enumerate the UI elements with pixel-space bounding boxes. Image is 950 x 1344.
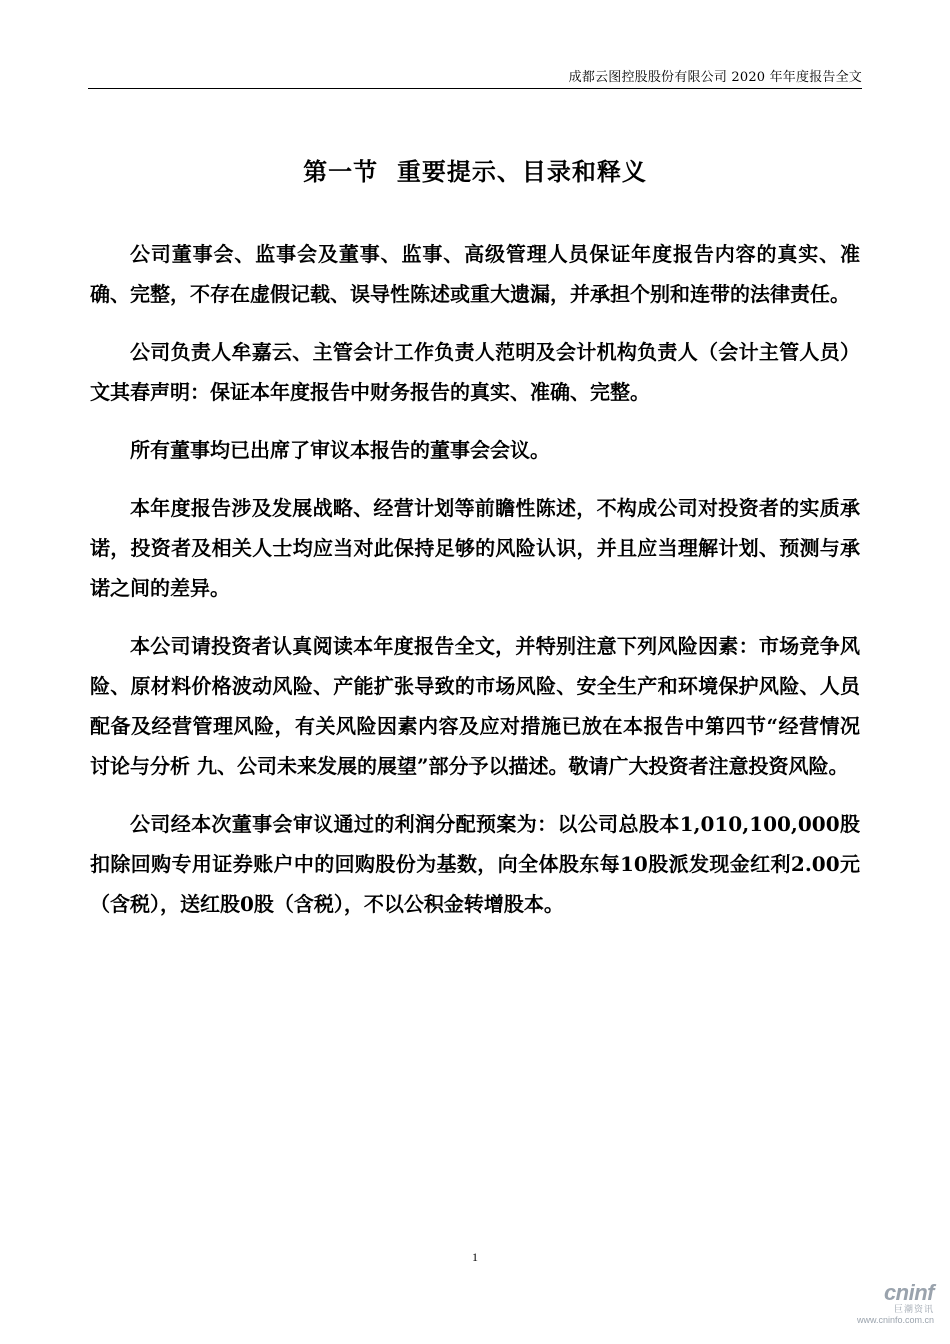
paragraph-profit-distribution: 公司经本次董事会审议通过的利润分配预案为：以公司总股本1,010,100,000股扣除回购专用证券账户中的回购股份为基数，向全体股东每10股派发现金红利2.00元（含税），送红股0股（含税），不以公积金转增股本。 xyxy=(90,812,860,916)
paragraph-responsible-persons: 公司负责人牟嘉云、主管会计工作负责人范明及会计机构负责人（会计主管人员）文其春声明：保证本年度报告中财务报告的真实、准确、完整。 xyxy=(90,340,860,404)
watermark-logo-text: cninf xyxy=(883,1280,934,1305)
paragraph-forward-looking: 本年度报告涉及发展战略、经营计划等前瞻性陈述，不构成公司对投资者的实质承诺，投资者及相关人士均应当对此保持足够的风险认识，并且应当理解计划、预测与承诺之间的差异。 xyxy=(90,496,860,600)
page-number: 1 xyxy=(472,1250,478,1264)
paragraph-risk-factors: 本公司请投资者认真阅读本年度报告全文，并特别注意下列风险因素：市场竞争风险、原材料价格波动风险、产能扩张导致的市场风险、安全生产和环境保护风险、人员配备及经营管理风险，有关风险因素内容及应对措施已放在本报告中第四节“经营情况讨论与分析 九、公司未来发展的展望”部分予以描述。敬请广大投资者注意投资风险。 xyxy=(90,634,860,778)
cninfo-watermark-logo xyxy=(834,1282,934,1332)
paragraph-directors-attendance: 所有董事均已出席了审议本报告的董事会会议。 xyxy=(130,438,550,462)
header-divider xyxy=(88,88,862,89)
document-body xyxy=(90,234,860,942)
document-header: 成都云图控股股份有限公司 2020 年年度报告全文 xyxy=(568,70,862,85)
paragraph-board-guarantee: 公司董事会、监事会及董事、监事、高级管理人员保证年度报告内容的真实、准确、完整，不存在虚假记载、误导性陈述或重大遗漏，并承担个别和连带的法律责任。 xyxy=(90,242,860,306)
watermark-name-cn: 巨潮资讯 xyxy=(893,1304,934,1314)
section-title: 第一节 重要提示、目录和释义 xyxy=(303,157,647,186)
watermark-url: www.cninfo.com.cn xyxy=(856,1315,934,1325)
